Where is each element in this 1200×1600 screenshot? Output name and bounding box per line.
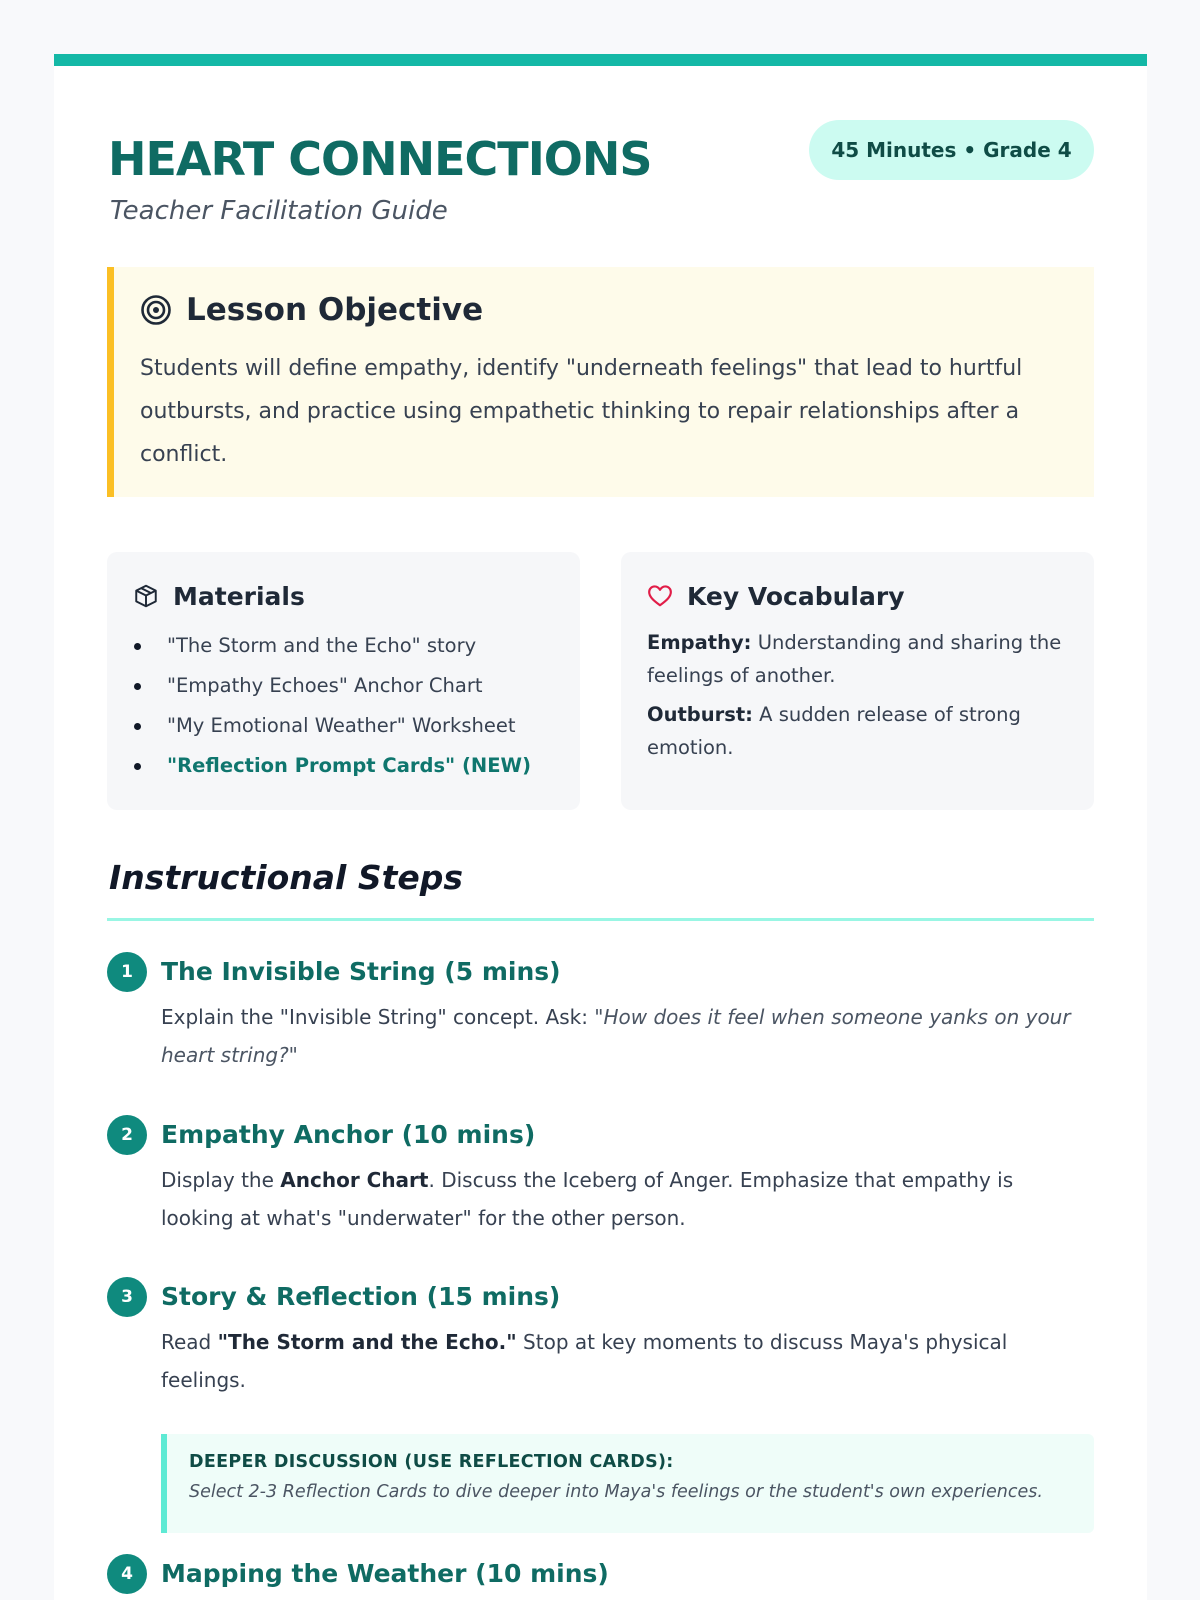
duration-grade-badge: 45 Minutes • Grade 4 [809,120,1094,180]
section-divider [107,918,1094,921]
list-item: "Empathy Echoes" Anchor Chart [133,666,580,706]
vocabulary-list [647,626,1067,764]
step-number: 2 [107,1115,147,1155]
objective-heading: Lesson Objective [186,292,484,328]
materials-list [133,626,580,786]
step-title: Empathy Anchor (10 mins) [161,1120,536,1149]
step-body: Explain the "Invisible String" concept. Ask: "How does it feel when someone yanks on your heart string?" [161,1005,1071,1067]
step-body: Display the Anchor Chart. Discuss the Iceberg of Anger. Emphasize that empathy is looking at what's "underwater" for the other person. [161,1168,1014,1230]
steps-heading: Instructional Steps [109,858,464,897]
step-number: 1 [107,952,147,992]
page-subtitle: Teacher Facilitation Guide [110,196,448,226]
step-number: 3 [107,1277,147,1317]
callout-text: Select 2-3 Reflection Cards to dive deeper into Maya's feelings or the student's own experiences. [189,1482,1043,1502]
materials-heading: Materials [173,581,305,611]
step-title: Story & Reflection (15 mins) [161,1282,561,1311]
box-icon [133,583,159,609]
vocab-term-outburst: Outburst: A sudden release of strong emotion. [647,703,1021,759]
objective-text: Students will define empathy, identify "underneath feelings" that lead to hurtful outbursts, and practice using empathetic thinking to repair relationships after a conflict. [140,356,1023,467]
lesson-objective-box [107,267,1094,497]
document-page [54,54,1147,1600]
materials-card [107,552,580,810]
list-item: "The Storm and the Echo" story [133,626,580,666]
page-title: HEART CONNECTIONS [108,132,652,186]
target-icon [140,294,172,326]
vocabulary-card [621,552,1094,810]
step-title: The Invisible String (5 mins) [161,957,561,986]
list-item: "My Emotional Weather" Worksheet [133,706,580,746]
heart-icon [647,583,673,609]
step-body: Read "The Storm and the Echo." Stop at key moments to discuss Maya's physical feelings. [161,1330,1008,1392]
callout-title: DEEPER DISCUSSION (USE REFLECTION CARDS): [189,1452,674,1472]
step-title: Mapping the Weather (10 mins) [161,1559,609,1588]
list-item-new: "Reflection Prompt Cards" (NEW) [133,746,580,786]
step-number: 4 [107,1554,147,1594]
vocabulary-heading: Key Vocabulary [687,581,905,611]
deeper-discussion-callout [161,1434,1094,1533]
vocab-term-empathy: Empathy: Understanding and sharing the feelings of another. [647,631,1062,687]
